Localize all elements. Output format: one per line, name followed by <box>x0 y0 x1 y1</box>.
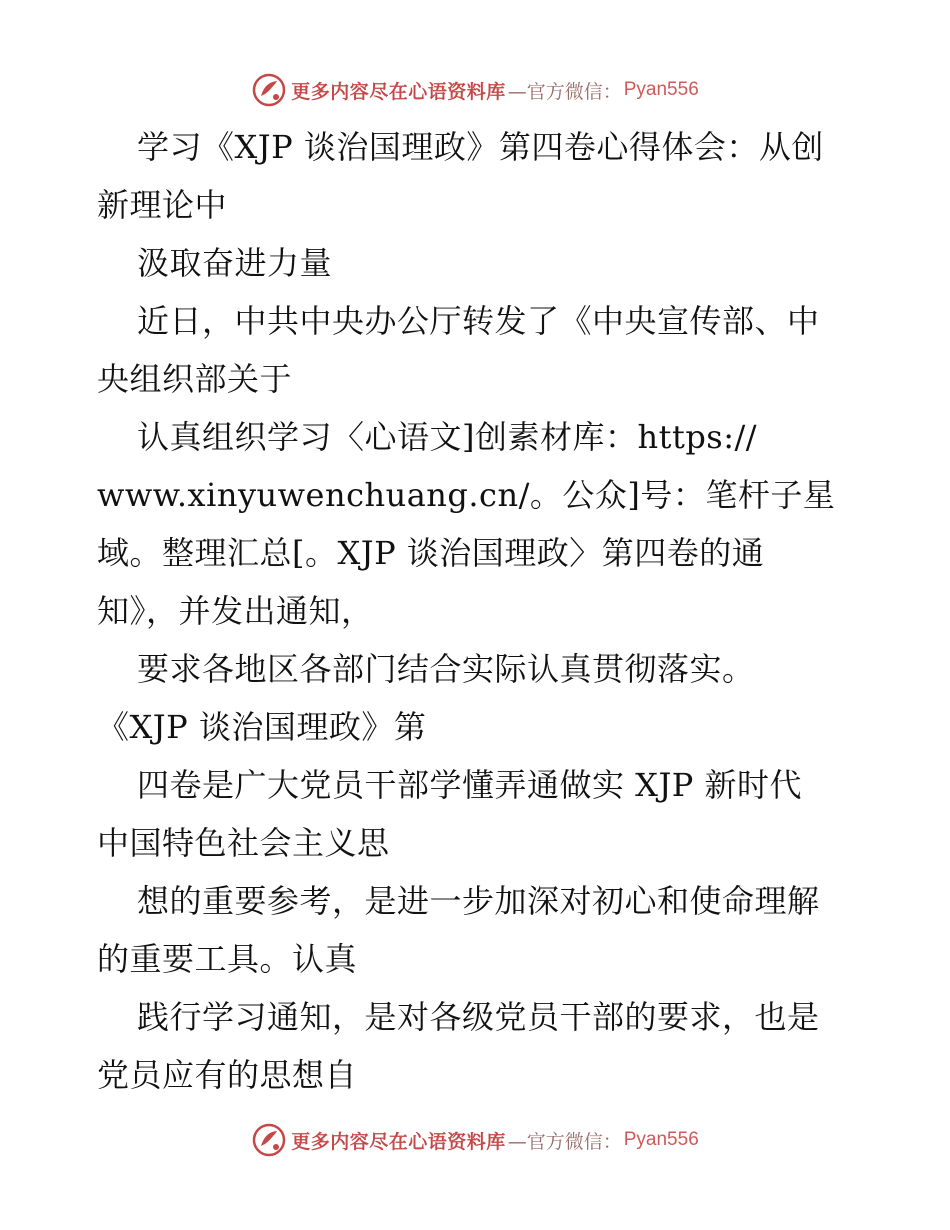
text-line: 党员应有的思想自 <box>97 1056 358 1094</box>
banner-separator: —官方微信： <box>507 1130 622 1153</box>
footer-watermark <box>0 1120 950 1160</box>
logo-icon <box>251 72 287 108</box>
banner-account: Pyan556 <box>623 1129 699 1150</box>
text-line: 中国特色社会主义思 <box>97 824 390 862</box>
banner-title: 更多内容尽在心语资料库 <box>291 80 506 103</box>
text-line: 《XJP 谈治国理政》第 <box>97 708 427 746</box>
text-line: 践行学习通知，是对各级党员干部的要求，也是 <box>137 998 820 1036</box>
banner-title: 更多内容尽在心语资料库 <box>291 1130 506 1153</box>
text-line: 域。整理汇总[。XJP 谈治国理政〉第四卷的通 <box>97 534 765 572</box>
text-line: 要求各地区各部门结合实际认真贯彻落实。 <box>137 650 755 688</box>
text-line: 知》，并发出通知， <box>97 592 374 630</box>
text-line: 四卷是广大党员干部学懂弄通做实 XJP 新时代 <box>137 766 802 804</box>
text-line: 近日，中共中央办公厅转发了《中央宣传部、中 <box>137 302 820 340</box>
header-watermark <box>0 70 950 110</box>
text-line: 央组织部关于 <box>97 360 293 398</box>
banner-separator: —官方微信： <box>507 80 622 103</box>
text-line: 想的重要参考，是进一步加深对初心和使命理解 <box>137 882 820 920</box>
text-line: 汲取奋进力量 <box>137 244 333 282</box>
banner-account: Pyan556 <box>623 79 699 100</box>
document-body <box>97 118 877 1104</box>
text-line: 认真组织学习〈心语文]创素材库：https:// <box>137 418 758 456</box>
text-line: 新理论中 <box>97 186 228 224</box>
logo-icon <box>251 1122 287 1158</box>
text-line: 的重要工具。认真 <box>97 940 358 978</box>
text-line: 学习《XJP 谈治国理政》第四卷心得体会：从创 <box>137 128 824 166</box>
text-line: www.xinyuwenchuang.cn/。公众]号：笔杆子星 <box>97 476 836 514</box>
